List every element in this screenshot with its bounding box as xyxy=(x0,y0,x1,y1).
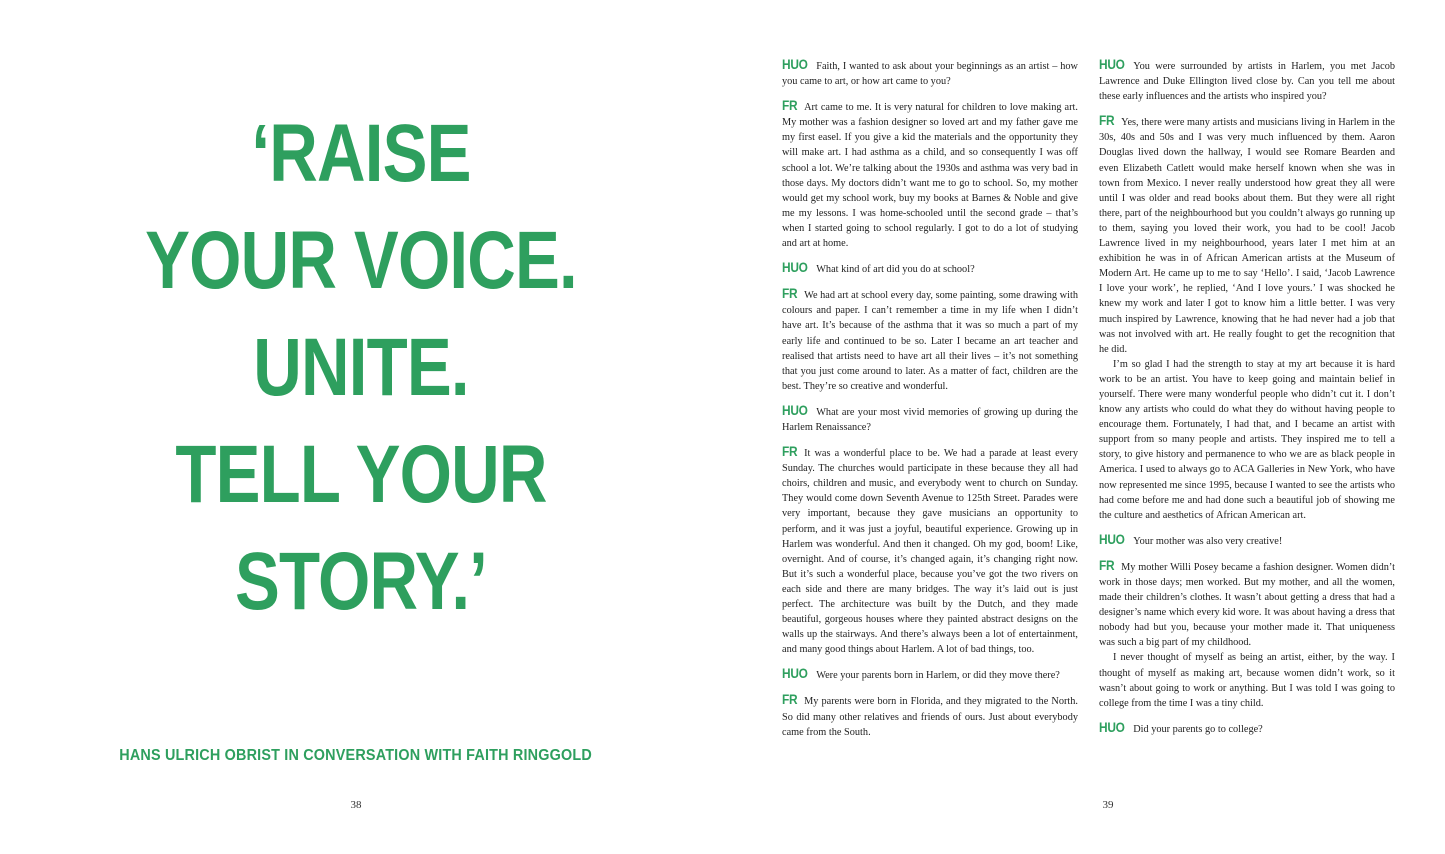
paragraph-text: I’m so glad I had the strength to stay at my art because it is hard work to be an artist. You have to keep going and maintain belief in yourself. There were many wonderful people who didn’t cut it. I don’t know any artists who could do what they do without having people to encourage them. Fortunately, I had that, and I became an artist with support from so many people and artists. They inspired me to tell a story, to give history and permanence to who we are as black people in America. I used to always go to ACA Galleries in New York, who have now represented me since 1995, because I wanted to see the artists who had come before me and had done such a beautiful job of showing me the culture and aesthetics of African American art. xyxy=(1099,358,1395,521)
paragraph-text: Did your parents go to college? xyxy=(1133,723,1263,735)
paragraph-text: It was a wonderful place to be. We had a parade at least every Sunday. The churches would participate in these because they all had choirs, children and music, and everybody went to church on Sunday. They would come down Seventh Avenue to 125th Street. Parades were very important, because they gave musicians an opportunity to perform, and it was just a joyful, beautiful experience. Growing up in Harlem was wonderful. And then it changed. Oh my god, boom! Like, overnight. And of course, it’s changed again, it’s changing right now. But it’s such a wonderful place, because you’ve got the two rivers on each side and there are many bridges. The way it’s laid out is just perfect. The architecture was built by the Dutch, and they made beautiful, gorgeous houses where they painted abstract designs on the walls up the stairways. And there’s always been a lot of entertainment, and many good things about Harlem. A lot of bad things, too. xyxy=(782,448,1078,656)
interview-paragraph xyxy=(782,403,1078,435)
speaker-label: HUO xyxy=(782,665,808,682)
byline xyxy=(0,747,712,765)
interview-paragraph xyxy=(1099,113,1395,357)
interview-paragraph xyxy=(782,444,1078,657)
interview-paragraph xyxy=(1099,558,1395,651)
paragraph-text: Were your parents born in Harlem, or did they move there? xyxy=(816,670,1060,682)
interview-turn xyxy=(1099,113,1395,523)
interview-turn xyxy=(782,260,1078,277)
headline-line: TELL YOUR xyxy=(175,429,547,520)
interview-paragraph xyxy=(782,260,1078,277)
headline-quote xyxy=(0,100,722,635)
interview-column-2 xyxy=(1099,57,1395,746)
interview-turn xyxy=(782,444,1078,657)
interview-paragraph xyxy=(1099,532,1395,549)
interview-turn xyxy=(782,403,1078,435)
interview-paragraph xyxy=(782,286,1078,394)
speaker-label: FR xyxy=(782,97,798,114)
left-page xyxy=(0,0,722,854)
speaker-label: HUO xyxy=(782,401,808,418)
interview-turn xyxy=(782,57,1078,89)
interview-paragraph xyxy=(1099,720,1395,737)
interview-paragraph xyxy=(782,692,1078,739)
interview-paragraph xyxy=(782,666,1078,683)
speaker-label: FR xyxy=(782,691,798,708)
page-number-right: 39 xyxy=(1102,799,1114,811)
interview-turn xyxy=(782,286,1078,394)
headline-line: YOUR VOICE. xyxy=(145,215,577,306)
interview-turn xyxy=(1099,720,1395,737)
speaker-label: HUO xyxy=(1099,56,1125,72)
paragraph-text: My parents were born in Florida, and they migrated to the North. So did many other relatives and friends of ours. Just about everybody came from the South. xyxy=(782,696,1078,738)
paragraph-text: Your mother was also very creative! xyxy=(1133,535,1283,547)
paragraph-text: You were surrounded by artists in Harlem, you met Jacob Lawrence and Duke Ellington lived close by. Can you tell me about these early influences and the artists who inspired you? xyxy=(1099,61,1395,103)
speaker-label: FR xyxy=(782,443,798,460)
interview-paragraph xyxy=(782,57,1078,89)
speaker-label: HUO xyxy=(1099,718,1125,735)
interview-turn xyxy=(782,98,1078,251)
paragraph-text: Faith, I wanted to ask about your beginnings as an artist – how you came to art, or how art came to you? xyxy=(782,61,1078,88)
interview-turn xyxy=(1099,57,1395,104)
paragraph-text: Art came to me. It is very natural for children to love making art. My mother was a fashion designer so loved art and my father gave me my first easel. If you give a kid the materials and the opportunity they will make art. I had asthma as a child, and so consequently I was off school a lot. We’re talking about the 1930s and asthma was very bad in those days. My doctors didn’t want me to go to school. So, my mother would get my school work, buy my books at Barnes & Noble and give me my lessons. I was home-schooled until the second grade – that’s when I started going to school regularly. I got to do a lot of studying and art at home. xyxy=(782,102,1078,250)
right-page xyxy=(723,0,1445,854)
paragraph-text: I never thought of myself as being an artist, either, by the way. I thought of myself as making art, because women didn’t work, so it wasn’t about going to work or anything. But I was told I was going to college from the time I was a tiny child. xyxy=(1099,652,1395,709)
speaker-label: FR xyxy=(1099,556,1115,573)
headline-line: STORY.’ xyxy=(234,536,488,627)
paragraph-text: We had art at school every day, some painting, some drawing with colours and paper. I can’t remember a time in my life when I didn’t have art. It’s because of the asthma that it was so much a part of my early life and continued to be so. Later I became an art teacher and realised that artists need to have art all their lives – it’s not something that you just come around to later. As a matter of fact, children are the best. They’re so creative and wonderful. xyxy=(782,290,1078,392)
interview-paragraph xyxy=(782,98,1078,251)
page-number-left: 38 xyxy=(350,799,362,811)
speaker-label: HUO xyxy=(782,259,808,276)
interview-paragraph xyxy=(1099,357,1395,523)
paragraph-text: What kind of art did you do at school? xyxy=(816,264,975,276)
interview-turn xyxy=(782,692,1078,739)
speaker-label: FR xyxy=(782,285,798,302)
speaker-label: HUO xyxy=(1099,530,1125,547)
interview-paragraph xyxy=(1099,57,1395,104)
paragraph-text: Yes, there were many artists and musicians living in Harlem in the 30s, 40s and 50s and I was very much influenced by them. Aaron Douglas lived down the hallway, I would see Romare Bearden and even Elizabeth Catlett would make herself known when she was in town from Mexico. I never really understood how great they all were until I was older and read books about them. But they were all right there, part of the neighbourhood but you couldn’t always go running up to them, saying you loved their work, you had to be cool! Jacob Lawrence lived in my neighbourhood, years later I met him at an exhibition he was in of African American artists at the Museum of Modern Art. He came up to me to say ‘Hello’. I said, ‘Jacob Lawrence I love your work’, he replied, ‘And I love yours.’ I was shocked he knew my work and later I got to know him a little better. I was very much inspired by Lawrence, knowing that he had never had a job that was not involved with art. He really fought to get the recognition that he did. xyxy=(1099,117,1395,355)
interview-turn xyxy=(1099,532,1395,549)
headline-line: ‘RAISE xyxy=(251,108,471,199)
headline-line: UNITE. xyxy=(253,322,469,413)
interview-turn xyxy=(782,666,1078,683)
paragraph-text: What are your most vivid memories of growing up during the Harlem Renaissance? xyxy=(782,406,1078,433)
interview-turn xyxy=(1099,558,1395,711)
speaker-label: FR xyxy=(1099,112,1115,129)
speaker-label: HUO xyxy=(782,56,808,72)
interview-paragraph xyxy=(1099,650,1395,710)
byline-text: HANS ULRICH OBRIST IN CONVERSATION WITH FAITH RINGGOLD xyxy=(119,747,593,764)
interview-column-1 xyxy=(782,57,1078,749)
paragraph-text: My mother Willi Posey became a fashion designer. Women didn’t work in those days; men worked. But my mother, and all the women, made their children’s clothes. It wasn’t about getting a dress that had a designer’s name which every kid wore. It was about having a dress that nobody had but you, because your mother made it. That uniqueness was such a big part of my childhood. xyxy=(1099,561,1395,649)
